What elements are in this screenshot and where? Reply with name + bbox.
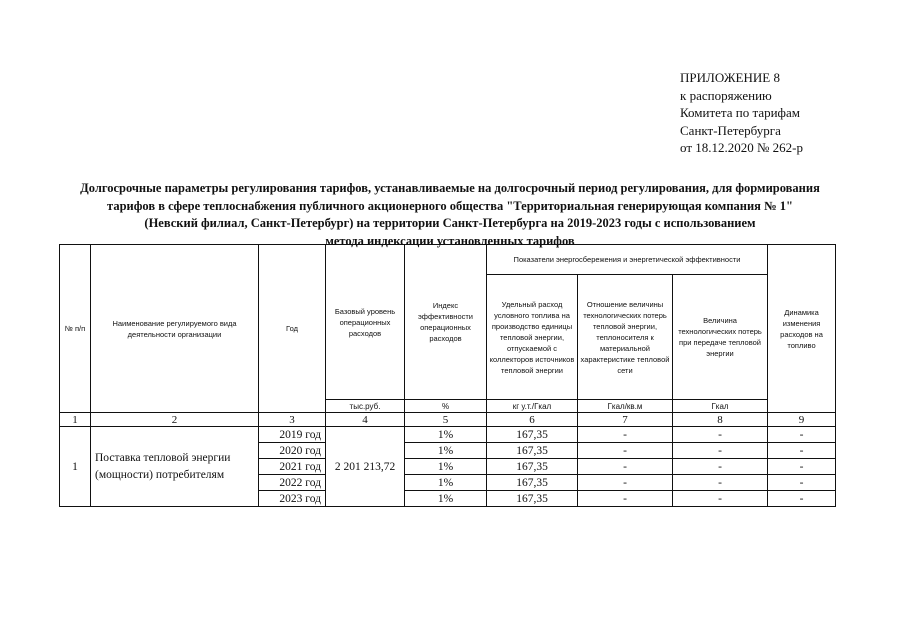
- title-line: тарифов в сфере теплоснабжения публичного акционерного общества "Территориальная генерирующая компания № 1": [107, 198, 793, 213]
- column-number: 8: [673, 413, 768, 427]
- header-name: Наименование регулируемого вида деятельности организации: [91, 245, 259, 413]
- unit-base: тыс.руб.: [326, 400, 405, 413]
- fuel-cell: 167,35: [487, 443, 578, 459]
- ratio-cell: -: [578, 475, 673, 491]
- header-fuel-dynamics: Динамика изменения расходов на топливо: [768, 245, 836, 413]
- appendix-line: к распоряжению: [680, 87, 772, 103]
- fuel-cell: 167,35: [487, 459, 578, 475]
- column-number: 4: [326, 413, 405, 427]
- header-technological-losses: Величина технологических потерь при передаче тепловой энергии: [673, 275, 768, 400]
- activity-name: Поставка тепловой энергии (мощности) потребителям: [91, 427, 259, 507]
- index-cell: 1%: [405, 443, 487, 459]
- column-number: 9: [768, 413, 836, 427]
- year-cell: 2022 год: [259, 475, 326, 491]
- title-line: (Невский филиал, Санкт-Петербург) на территории Санкт-Петербурга на 2019-2023 годы с использованием: [144, 216, 756, 230]
- header-energy-group: Показатели энергосбережения и энергетической эффективности: [487, 245, 768, 275]
- table-row: [60, 427, 836, 443]
- index-cell: 1%: [405, 427, 487, 443]
- dynamics-cell: -: [768, 443, 836, 459]
- index-cell: 1%: [405, 459, 487, 475]
- ratio-cell: -: [578, 443, 673, 459]
- header-no: № п/п: [60, 245, 91, 413]
- ratio-cell: -: [578, 491, 673, 507]
- header-year: Год: [259, 245, 326, 413]
- header-base-level: Базовый уровень операционных расходов: [326, 245, 405, 400]
- fuel-cell: 167,35: [487, 427, 578, 443]
- document-title: [55, 180, 845, 250]
- fuel-cell: 167,35: [487, 491, 578, 507]
- unit-ratio: Гкал/кв.м: [578, 400, 673, 413]
- parameters-table: [59, 244, 836, 507]
- ratio-cell: -: [578, 459, 673, 475]
- dynamics-cell: -: [768, 427, 836, 443]
- header-fuel-consumption: Удельный расход условного топлива на производство единицы тепловой энергии, отпускаемой с коллекторов источников тепловой энергии: [487, 275, 578, 400]
- unit-losses: Гкал: [673, 400, 768, 413]
- unit-index: %: [405, 400, 487, 413]
- dynamics-cell: -: [768, 475, 836, 491]
- fuel-cell: 167,35: [487, 475, 578, 491]
- appendix-block: [680, 69, 803, 157]
- appendix-heading: ПРИЛОЖЕНИЕ 8: [680, 70, 780, 85]
- losses-cell: -: [673, 491, 768, 507]
- index-cell: 1%: [405, 475, 487, 491]
- index-cell: 1%: [405, 491, 487, 507]
- column-number: 2: [91, 413, 259, 427]
- losses-cell: -: [673, 427, 768, 443]
- header-losses-ratio: Отношение величины технологических потерь тепловой энергии, теплоносителя к материальной характеристике тепловой сети: [578, 275, 673, 400]
- year-cell: 2021 год: [259, 459, 326, 475]
- losses-cell: -: [673, 459, 768, 475]
- base-level-value: 2 201 213,72: [326, 427, 405, 507]
- title-line: Долгосрочные параметры регулирования тарифов, устанавливаемые на долгосрочный период регулирования, для формирования: [80, 181, 820, 195]
- column-number: 5: [405, 413, 487, 427]
- year-cell: 2023 год: [259, 491, 326, 507]
- appendix-date: от 18.12.2020 № 262-р: [680, 140, 803, 155]
- losses-cell: -: [673, 475, 768, 491]
- dynamics-cell: -: [768, 459, 836, 475]
- column-number-row: [60, 413, 836, 427]
- row-number: 1: [60, 427, 91, 507]
- column-number: 6: [487, 413, 578, 427]
- header-efficiency-index: Индекс эффективности операционных расходов: [405, 245, 487, 400]
- column-number: 1: [60, 413, 91, 427]
- column-number: 7: [578, 413, 673, 427]
- dynamics-cell: -: [768, 491, 836, 507]
- year-cell: 2020 год: [259, 443, 326, 459]
- losses-cell: -: [673, 443, 768, 459]
- appendix-line: Санкт-Петербурга: [680, 122, 781, 138]
- appendix-line: Комитета по тарифам: [680, 105, 800, 120]
- unit-fuel: кг у.т./Гкал: [487, 400, 578, 413]
- ratio-cell: -: [578, 427, 673, 443]
- column-number: 3: [259, 413, 326, 427]
- title-line: метода индексации установленных тарифов: [325, 233, 575, 248]
- year-cell: 2019 год: [259, 427, 326, 443]
